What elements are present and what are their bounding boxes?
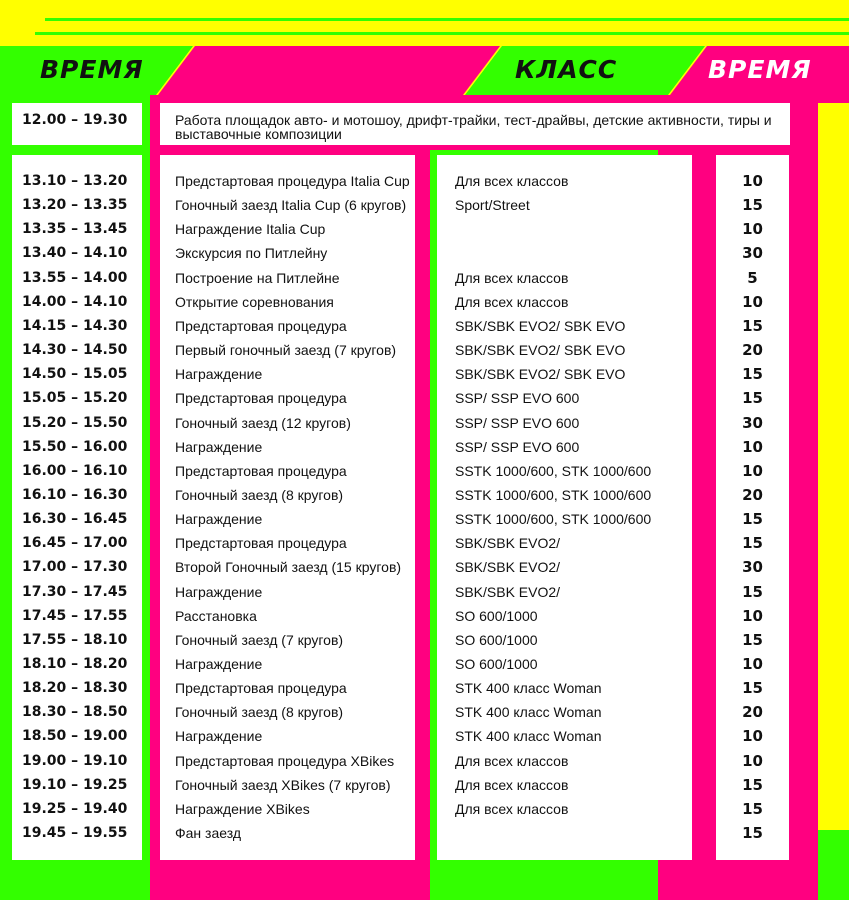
time-cell: 17.55 – 18.10 [22, 631, 128, 648]
intro-time: 12.00 – 19.30 [22, 112, 128, 128]
time-cell: 14.30 – 14.50 [22, 342, 128, 359]
class-cell: SBK/SBK EVO2/ SBK EVO [455, 366, 626, 383]
class-cell: SSP/ SSP EVO 600 [455, 390, 580, 407]
activity-cell: Награждение [175, 438, 263, 455]
class-cell: SBK/SBK EVO2/ [455, 559, 561, 576]
activity-cell: Построение на Питлейне [175, 269, 340, 286]
duration-cell: 15 [742, 775, 763, 794]
duration-cell: 15 [742, 534, 763, 553]
class-cell: Для всех классов [455, 776, 569, 793]
class-cell: Для всех классов [455, 800, 569, 817]
time-cell: 16.00 – 16.10 [22, 462, 128, 479]
time-cell: 16.10 – 16.30 [22, 486, 128, 503]
times-column [12, 155, 142, 860]
duration-cell: 20 [742, 341, 763, 360]
activity-cell: Гоночный заезд (8 кругов) [175, 704, 344, 721]
time-cell: 14.00 – 14.10 [22, 293, 128, 310]
duration-cell: 10 [742, 461, 763, 480]
duration-cell: 10 [742, 655, 763, 673]
class-cell: Для всех классов [455, 752, 569, 769]
class-cell: SBK/SBK EVO2/ [455, 583, 561, 600]
duration-cell: 15 [742, 510, 763, 529]
time-cell: 19.25 – 19.40 [22, 800, 128, 817]
class-cell: SSP/ SSP EVO 600 [455, 438, 580, 455]
time-cell: 15.05 – 15.20 [22, 390, 128, 407]
duration-cell: 15 [742, 316, 763, 335]
time-cell: 18.30 – 18.50 [22, 704, 128, 721]
time-cell: 17.00 – 17.30 [22, 559, 128, 576]
duration-cell: 15 [742, 799, 763, 818]
activity-cell: Гоночный заезд (12 кругов) [175, 414, 351, 431]
class-cell: STK 400 класс Woman [455, 728, 602, 745]
duration-cell: 15 [742, 582, 763, 601]
header-time-right: ВРЕМЯ [708, 55, 812, 84]
class-cell: SSP/ SSP EVO 600 [455, 414, 580, 431]
duration-cell: 30 [742, 558, 763, 577]
time-cell: 19.45 – 19.55 [22, 825, 128, 842]
duration-cell: 15 [742, 389, 763, 408]
duration-cell: 20 [742, 703, 763, 722]
class-cell: SO 600/1000 [455, 631, 538, 648]
time-cell: 13.55 – 14.00 [22, 269, 128, 286]
class-cell: Sport/Street [455, 197, 530, 214]
class-cell: SSTK 1000/600, STK 1000/600 [455, 462, 652, 479]
header-class: КЛАСС [515, 55, 618, 84]
time-cell: 14.50 – 15.05 [22, 366, 128, 383]
activity-cell: Открытие соревнования [175, 293, 334, 310]
class-cell: Для всех классов [455, 269, 569, 286]
time-cell: 16.30 – 16.45 [22, 511, 128, 528]
duration-cell: 30 [742, 413, 763, 432]
activity-cell: Экскурсия по Питлейну [175, 245, 328, 262]
activity-cell: Предстартовая процедура [175, 462, 347, 479]
duration-cell: 10 [742, 220, 763, 239]
activity-cell: Награждение [175, 656, 263, 672]
class-cell: SSTK 1000/600, STK 1000/600 [455, 511, 652, 528]
time-cell: 15.20 – 15.50 [22, 414, 128, 431]
duration-cell: 15 [742, 824, 763, 843]
activity-cell: Награждение [175, 511, 263, 528]
duration-cell: 20 [742, 485, 763, 504]
duration-cell: 15 [742, 365, 763, 384]
bg-yellow-panel-right [818, 103, 849, 830]
time-cell: 17.45 – 17.55 [22, 607, 128, 624]
activity-cell: Первый гоночный заезд (7 кругов) [175, 342, 397, 359]
time-cell: 16.45 – 17.00 [22, 535, 128, 552]
activity-cell: Награждение Italia Cup [175, 221, 326, 238]
time-cell: 13.10 – 13.20 [22, 173, 128, 189]
class-cell: SBK/SBK EVO2/ SBK EVO [455, 317, 626, 334]
duration-cell: 15 [742, 630, 763, 649]
duration-cell: 10 [742, 606, 763, 625]
activity-cell: Награждение XBikes [175, 800, 310, 817]
activity-cell: Награждение [175, 728, 263, 745]
duration-cell: 5 [747, 268, 758, 287]
time-cell: 13.35 – 13.45 [22, 221, 128, 238]
duration-cell: 10 [742, 292, 763, 311]
duration-cell: 10 [742, 172, 763, 190]
duration-cell: 15 [742, 679, 763, 698]
durations-column [716, 155, 789, 860]
time-cell: 18.20 – 18.30 [22, 680, 128, 697]
activity-cell: Награждение [175, 366, 263, 383]
activity-cell: Фан заезд [175, 825, 242, 842]
activity-cell: Предстартовая процедура XBikes [175, 752, 395, 769]
class-cell: SSTK 1000/600, STK 1000/600 [455, 486, 652, 503]
activity-cell: Предстартовая процедура [175, 535, 347, 552]
time-cell: 18.50 – 19.00 [22, 728, 128, 745]
activity-cell: Предстартовая процедура Italia Cup [175, 173, 410, 189]
activity-cell: Гоночный заезд Italia Cup (6 кругов) [175, 197, 407, 214]
duration-cell: 30 [742, 244, 763, 263]
class-cell [437, 241, 692, 265]
time-cell: 19.00 – 19.10 [22, 752, 128, 769]
time-cell: 13.20 – 13.35 [22, 197, 128, 214]
intro-text: Работа площадок авто- и мотошоу, дрифт-трайки, тест-драйвы, детские активности, тиры и выставочные композиции [175, 112, 772, 142]
band-mid-pink [158, 46, 500, 95]
time-cell: 19.10 – 19.25 [22, 776, 128, 793]
activity-cell: Предстартовая процедура [175, 317, 347, 334]
duration-cell: 10 [742, 751, 763, 770]
activity-cell: Награждение [175, 583, 263, 600]
activity-cell: Предстартовая процедура [175, 390, 347, 407]
time-cell: 17.30 – 17.45 [22, 583, 128, 600]
class-cell: Для всех классов [455, 293, 569, 310]
class-cell: SO 600/1000 [455, 656, 538, 672]
activity-cell: Гоночный заезд (7 кругов) [175, 631, 344, 648]
time-cell: 14.15 – 14.30 [22, 317, 128, 334]
intro-time-box [12, 103, 142, 145]
class-cell [437, 217, 692, 241]
class-cell: SO 600/1000 [455, 607, 538, 624]
class-cell: SBK/SBK EVO2/ SBK EVO [455, 342, 626, 359]
time-cell: 15.50 – 16.00 [22, 438, 128, 455]
time-cell: 18.10 – 18.20 [22, 656, 128, 672]
duration-cell: 10 [742, 727, 763, 746]
activity-cell: Гоночный заезд (8 кругов) [175, 486, 344, 503]
header-time-left: ВРЕМЯ [40, 55, 144, 84]
class-cell [437, 821, 692, 845]
activity-cell: Расстановка [175, 607, 257, 624]
class-cell: STK 400 класс Woman [455, 704, 602, 721]
class-cell: Для всех классов [455, 173, 569, 189]
class-cell: SBK/SBK EVO2/ [455, 535, 561, 552]
class-cell: STK 400 класс Woman [455, 680, 602, 697]
activity-cell: Гоночный заезд XBikes (7 кругов) [175, 776, 391, 793]
activity-cell: Предстартовая процедура [175, 680, 347, 697]
activity-cell: Второй Гоночный заезд (15 кругов) [175, 559, 402, 576]
time-cell: 13.40 – 14.10 [22, 245, 128, 262]
intro-text-box [160, 103, 790, 145]
duration-cell: 15 [742, 196, 763, 215]
duration-cell: 10 [742, 437, 763, 456]
classes-column [437, 155, 692, 860]
activities-column [160, 155, 415, 860]
